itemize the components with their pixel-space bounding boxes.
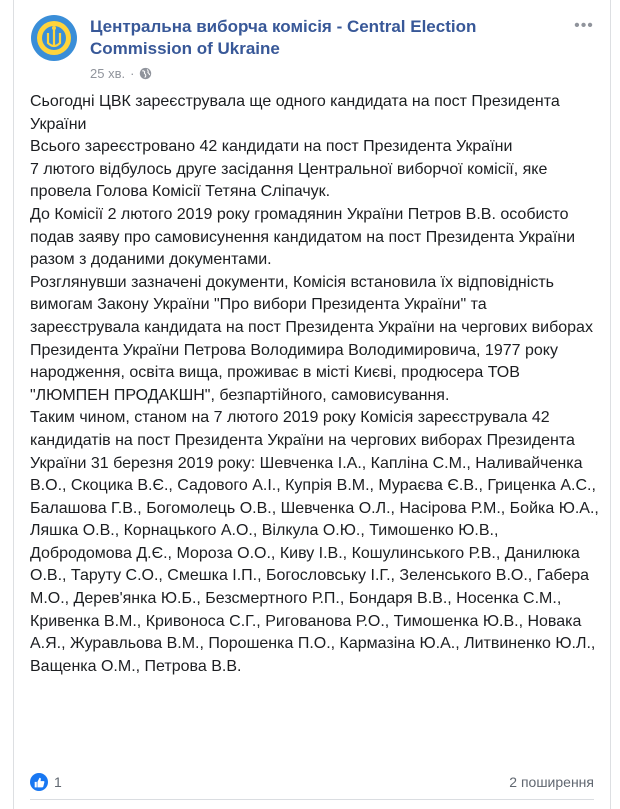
post-footer — [30, 770, 594, 794]
page-name-link[interactable]: Центральна виборча комісія - Central Election Commission of Ukraine — [90, 17, 477, 58]
post-header — [30, 14, 594, 84]
post-options-icon[interactable]: ••• — [574, 17, 594, 34]
cec-emblem-icon — [30, 14, 78, 62]
post-text — [30, 91, 604, 678]
globe-icon — [139, 67, 152, 80]
post-paragraph: Сьогодні ЦВК зареєструвала ще одного кандидата на пост Президента України — [30, 93, 565, 133]
post-time[interactable]: 25 хв. — [90, 66, 126, 81]
meta-separator: · — [130, 66, 135, 81]
post-paragraph: Таким чином, станом на 7 лютого 2019 року Комісія зареєструвала 42 кандидатів на пост Президента України на чергових виборах Президента України 31 березня 2019 року: Шевченка І.А., Капліна С.М., Наливайченка В.О., Скоцика В.Є., Садового А.І., Купрія В.М., Мураєва Є.В., Гриценка А.С., Балашова Г.В., Богомолець О.В., Шевченка О.Л., Насірова Р.М., Бойка Ю.А., Ляшка О.В., Корнацького А.О., Вілкула О.Ю., Тимошенко Ю.В., Добродомова Д.Є., Мороза О.О., Киву І.В., Кошулинського Р.В., Данилюка О.В., Таруту С.О., Смешка І.П., Богословську І.Г., Зеленського В.О., Габера М.О., Дерев'янка Ю.Б., Безсмертного Р.П., Бондаря В.В., Носенка С.М., Кривенка В.М., Кривоноса С.Г., Ригованова Р.О., Тимошенка Ю.В., Новака А.Я., Журавльова В.М., Порошенка П.О., Кармазіна Ю.А., Литвиненко Ю.Л., Ващенка О.М., Петрова В.В. — [30, 409, 604, 675]
shares-count[interactable]: 2 поширення — [509, 774, 594, 790]
like-icon — [30, 773, 48, 791]
footer-divider — [30, 799, 594, 800]
post-paragraph: Розглянувши зазначені документи, Комісія встановила їх відповідність вимогам Закону України "Про вибори Президента України" та зареєструвала кандидата на пост Президента України на чергових виборах Президента України Петрова Володимира Володимировича, 1977 року народження, освіта вища, проживає в місті Києві, продюсера ТОВ "ЛЮМПЕН ПРОДАКШН", безпартійного, самовисування. — [30, 273, 598, 404]
reactions-summary[interactable] — [30, 773, 62, 791]
reactions-count: 1 — [54, 774, 62, 790]
post-paragraph: Всього зареєстровано 42 кандидати на пост Президента України — [30, 138, 513, 156]
page-avatar[interactable] — [30, 14, 78, 62]
post-paragraph: До Комісії 2 лютого 2019 року громадянин України Петров В.В. особисто подав заяву про самовисунення кандидатом на пост Президента України разом з доданими документами. — [30, 205, 580, 269]
post-paragraph: 7 лютого відбулось друге засідання Центральної виборчої комісії, яке провела Голова Комісії Тетяна Сліпачук. — [30, 160, 552, 201]
post-meta — [90, 66, 152, 81]
post-card — [13, 0, 611, 809]
